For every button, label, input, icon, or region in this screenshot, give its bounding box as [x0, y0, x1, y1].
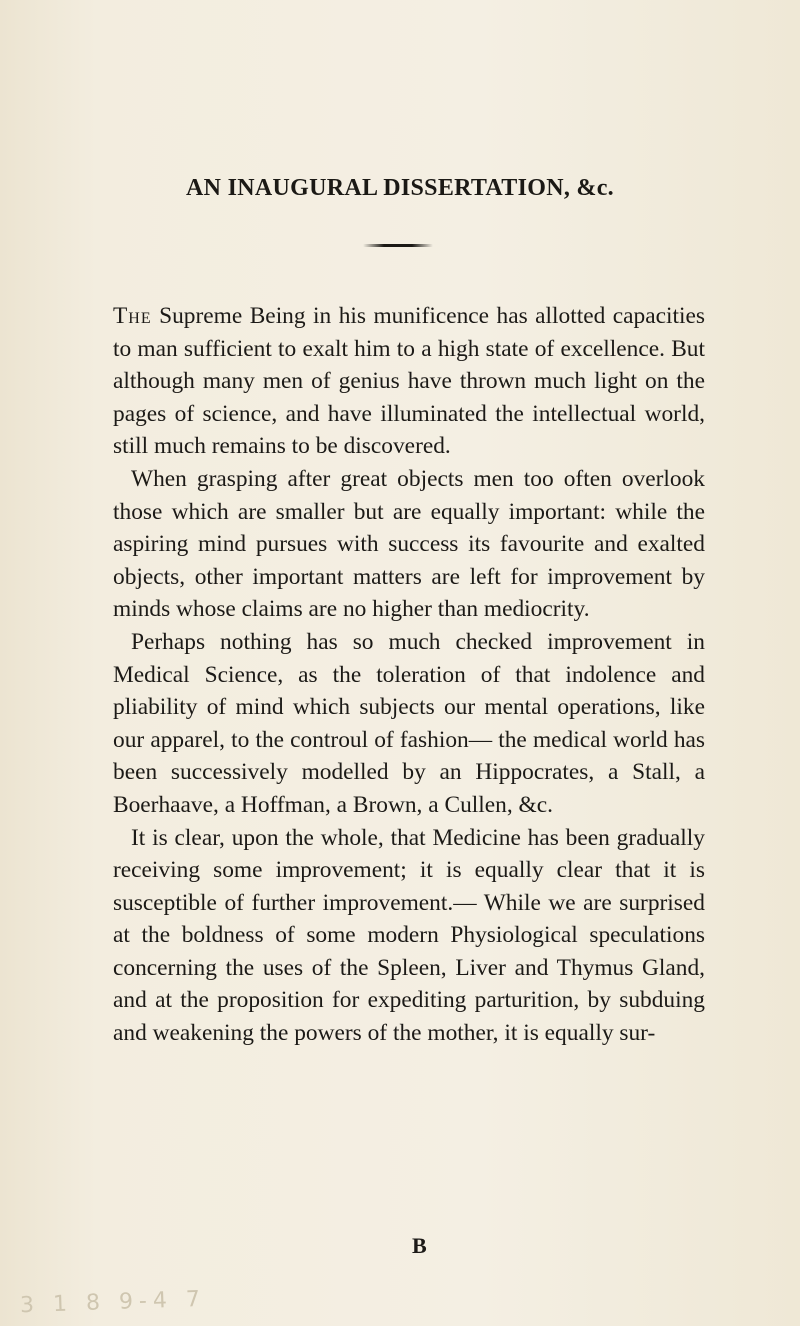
library-stamp: 3 1 8 9-4 7: [19, 1286, 207, 1319]
title-divider: [363, 244, 433, 247]
paragraph-1-lead: The: [113, 303, 152, 329]
signature-mark: B: [412, 1233, 427, 1258]
paragraph-1: [113, 300, 705, 463]
paragraph-1-text: Supreme Being in his munificence has allotted capacities to man sufficient to exalt him to a high state of excellence. But although many men of genius have thrown much light on the pages of science, and have illuminated the intellectual world, still much remains to be discovered.: [113, 303, 705, 460]
page-title: AN INAUGURAL DISSERTATION, &c.: [186, 175, 614, 201]
body-text: [113, 300, 705, 1050]
paragraph-3: Perhaps nothing has so much checked improvement in Medical Science, as the toleration of that indolence and pliability of mind which subjects our mental operations, like our apparel, to the controul of fashion— the medical world has been successively modelled by an Hippocrates, a Stall, a Boerhaave, a Hoffman, a Brown, a Cullen, &c.: [113, 628, 705, 818]
paragraph-4: It is clear, upon the whole, that Medicine has been gradually receiving some improvement; it is equally clear that it is susceptible of further improvement.— While we are surprised at the boldness of some modern Physiological speculations concerning the uses of the Spleen, Liver and Thymus Gland, and at the proposition for expediting parturition, by subduing and weakening the powers of the mother, it is equally sur-: [113, 824, 705, 1047]
paragraph-2: When grasping after great objects men too often overlook those which are smaller but are equally important: while the aspiring mind pursues with success its favourite and exalted objects, other important matters are left for improvement by minds whose claims are no higher than mediocrity.: [113, 465, 705, 623]
